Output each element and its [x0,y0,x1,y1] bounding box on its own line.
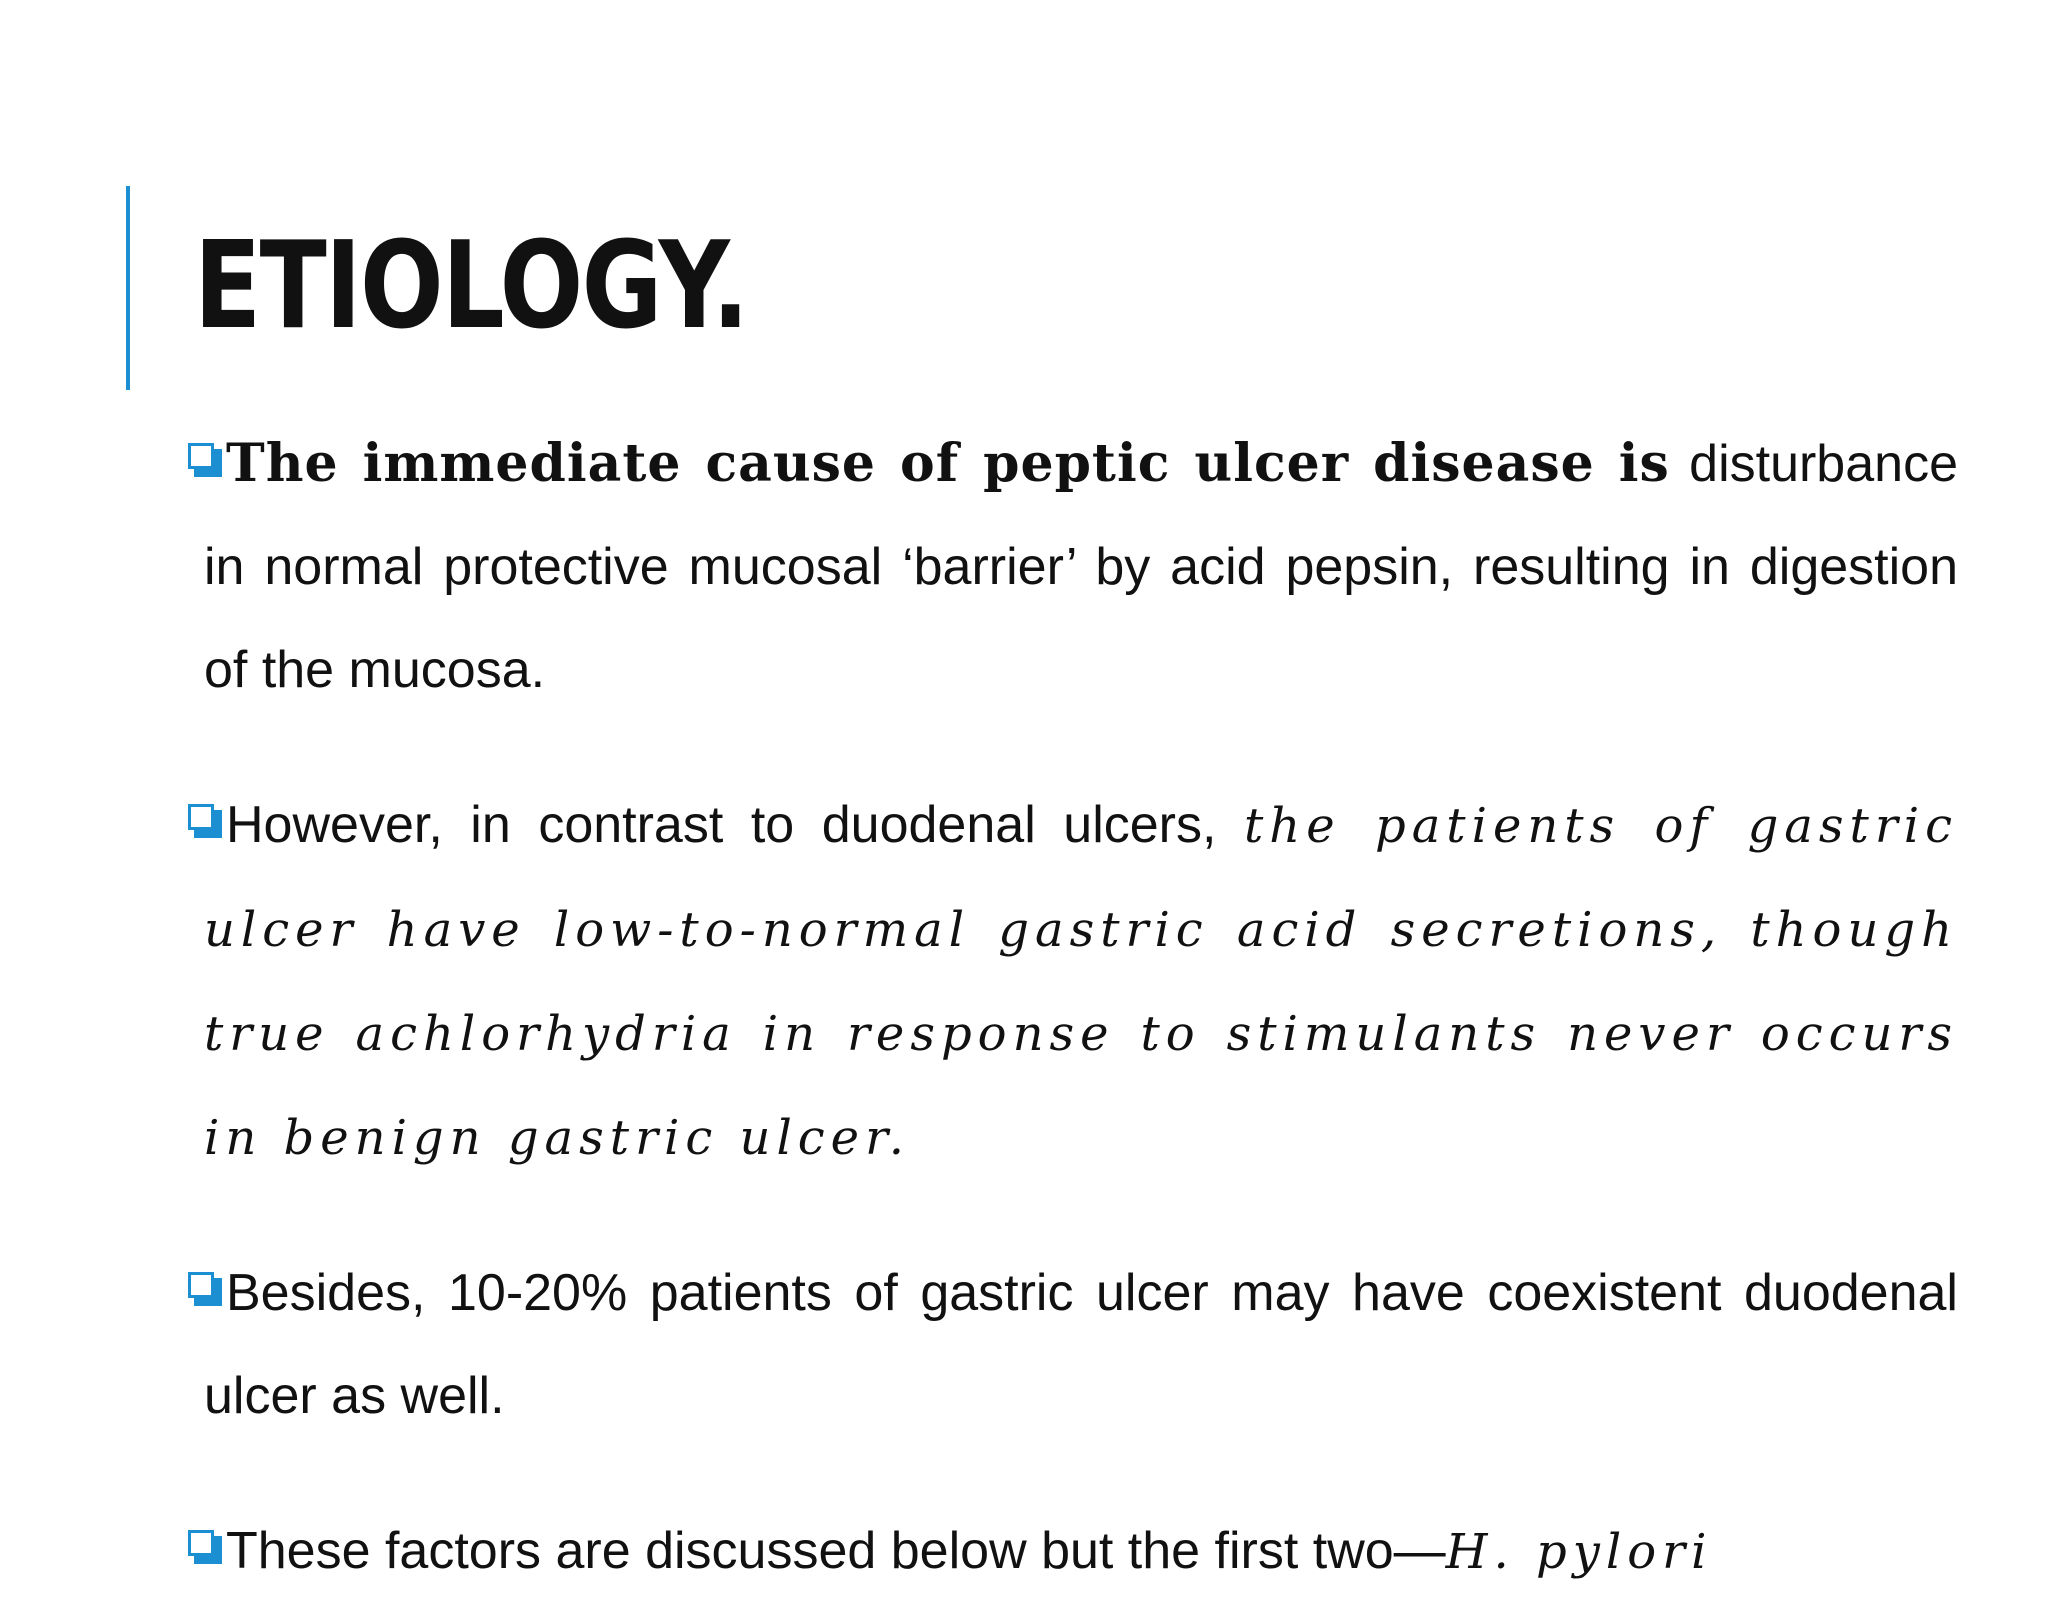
square-bullet-icon [188,443,222,477]
bullet-4-text: These factors are discussed below but the first two— [226,1522,1446,1580]
square-bullet-icon [188,804,222,838]
bullet-1-text: disturbance in normal protective mucosal ‘barrier’ by acid pepsin, resulting in digestion of the mucosa. [204,435,1958,699]
square-bullet-icon [188,1272,222,1306]
bullet-item-2 [188,774,1958,1190]
bullet-item-1 [188,412,1958,722]
bullet-4-script-text: H. pylori [1445,1524,1713,1580]
slide-title: ETIOLOGY. [194,217,748,356]
bullet-item-3 [188,1242,1958,1448]
square-bullet-icon [188,1530,222,1564]
title-accent-bar [126,186,130,390]
bullet-2-text: However, in contrast to duodenal ulcers, [226,796,1244,854]
bullet-2-script-text: the patients of gastric ulcer have low-to-normal gastric acid secretions, though true achlorhydria in response to stimulants never occurs in benign gastric ulcer. [204,798,1959,1166]
bullet-item-4 [188,1500,1958,1604]
bullet-1-bold-lead: The immediate cause of peptic ulcer disease is [226,433,1670,494]
bullet-list [188,412,1958,1604]
bullet-3-text: Besides, 10-20% patients of gastric ulcer may have coexistent duodenal ulcer as well. [204,1264,1958,1425]
